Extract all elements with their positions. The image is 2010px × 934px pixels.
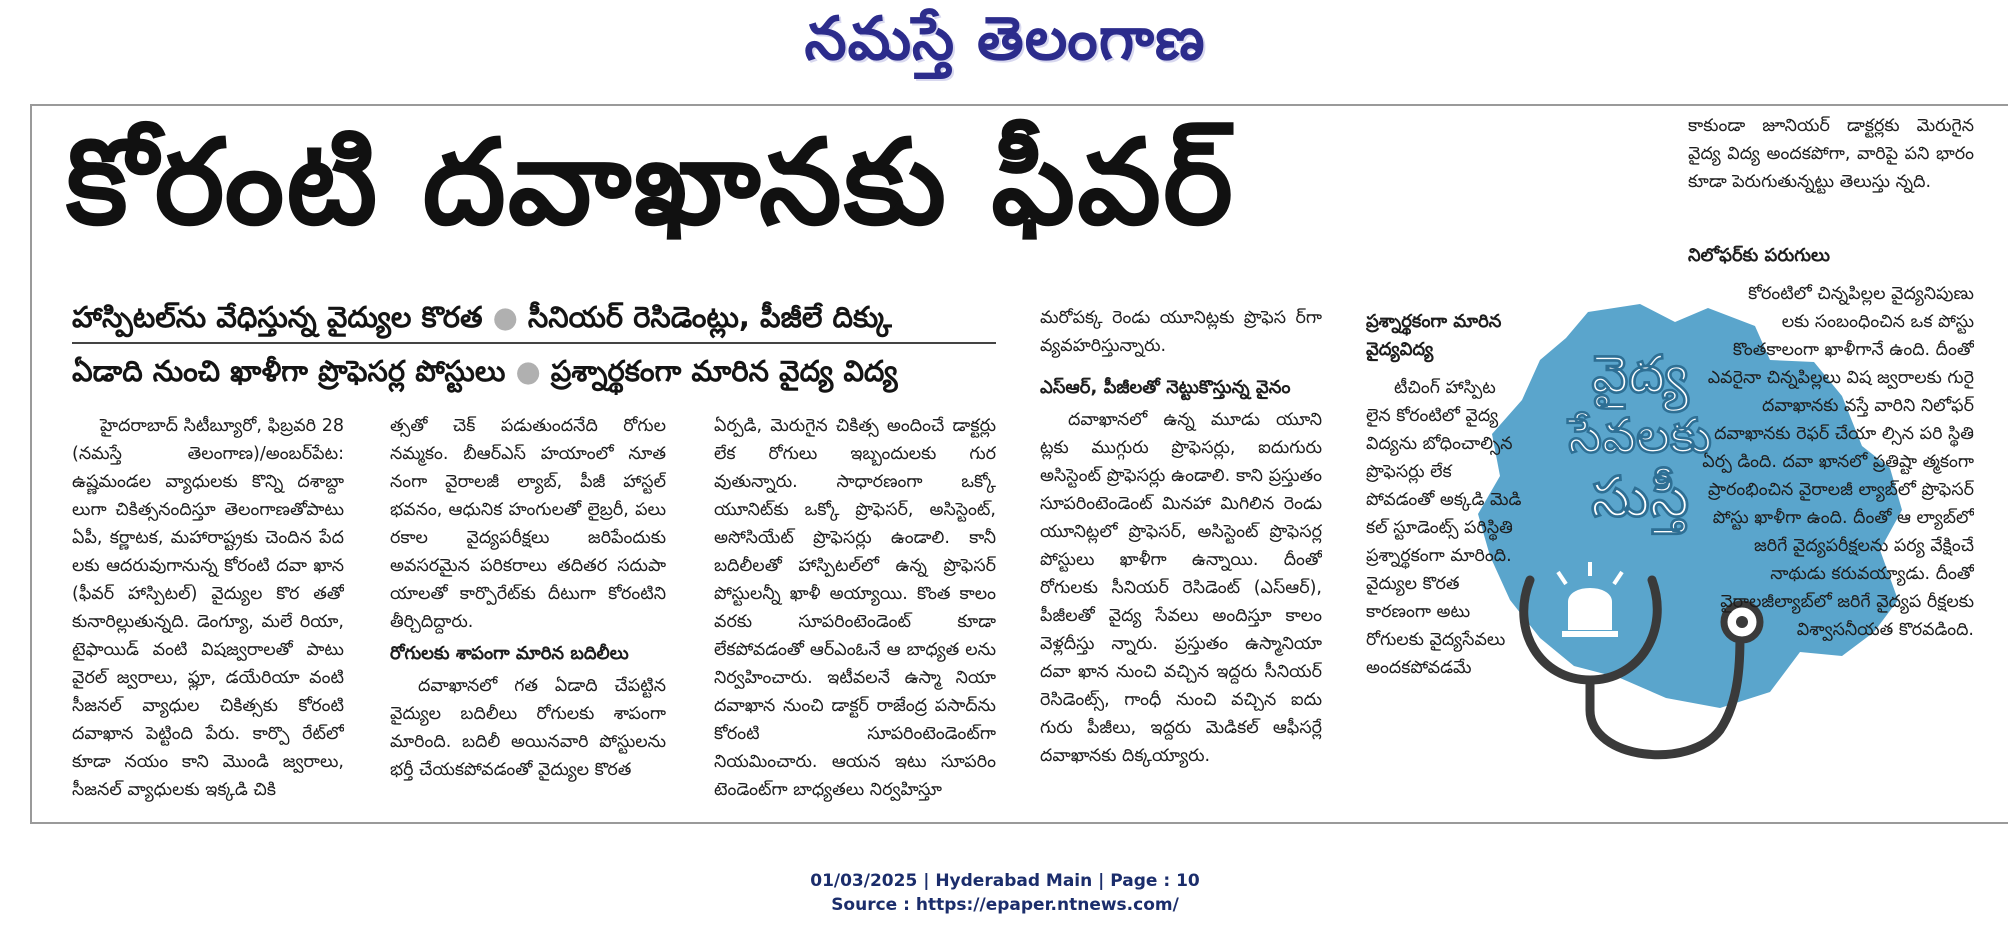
deck-line-2b: ప్రశ్నార్థకంగా మారిన వైద్య విద్య — [550, 354, 898, 388]
article-column-4 — [1040, 304, 1322, 808]
article-headline: కోరంటి దవాఖానకు ఫీవర్ — [66, 113, 1235, 251]
deck-divider — [72, 342, 996, 344]
article-column-2 — [390, 412, 666, 808]
column-3-text: ఏర్పడి, మెరుగైన చికిత్స అందించే డాక్టర్లు లేక రోగులు ఇబ్బందులకు గుర వుతున్నారు. సాధారణంగా ఒక్కో యూనిట్‌కు ఒక్కో ప్రొఫెసర్, అసిస్టెంట్, అసోసియేట్ ప్రొఫెసర్లు ఉండాలి. కానీ బదిలీలతో హాస్పిటల్‌లో ఉన్న ప్రొఫెసర్ పోస్టులన్నీ ఖాళీ అయ్యాయి. కొంత కాలం వరకు సూపరింటెండెంట్ కూడా లేకపోవడంతో ఆర్‌ఎంఓనే ఆ బాధ్యత లను నిర్వహించారు. ఇటీవలనే ఉస్మా నియా దవాఖాన నుంచి డాక్టర్ రాజేంద్ర పసాద్‌ను కోరంటి సూపరింటెండెంట్‌గా నియమించారు. ఆయన ఇటు సూపరిం టెండెంట్‌గా బాధ్యతలు నిర్వహిస్తూ — [714, 416, 996, 800]
column-4-subheading: ఎస్‌ఆర్, పీజీలతో నెట్టుకొస్తున్న వైనం — [1040, 377, 1291, 398]
column-5-text: టీచింగ్ హాస్పిట లైన కోరంటిలో వైద్య విద్యను బోధించాల్సిన ప్రొఫెసర్లు లేక పోవడంతో అక్కడి మెడి కల్ స్టూడెంట్స్ పరిస్థితి ప్రశ్నార్థకంగా మారింది. వైద్యుల కొరత కారణంగా అటు రోగులకు వైద్యసేవలు అందకపోవడమే — [1366, 378, 1522, 678]
bullet-icon: ● — [492, 300, 518, 334]
column-2-text-a: త్సతో చెక్ పడుతుందనేది రోగుల నమ్మకం. బీఆర్‌ఎస్ హయాంలో నూత నంగా వైరాలజీ ల్యాబ్, పీజీ హాస్టల్ భవనం, ఆధునిక హంగులతో లైబ్రరీ, పలు రకాల వైద్యపరీక్షలు జరిపేందుకు అవసరమైన పరికరాలు తదితర సదుపా యాలతో కార్పొరేట్‌కు దీటుగా కోరంటిని తీర్చిదిద్దారు. — [390, 416, 666, 632]
graphic-title-line-3: సుస్తీ — [1591, 465, 1689, 530]
column-4-text-b: దవాఖానలో ఉన్న మూడు యూని ట్లకు ముగ్గురు ప్రొఫెసర్లు, ఐదుగురు అసిస్టెంట్ ప్రొఫెసర్లు ఉండాలి. కాని ప్రస్తుతం సూపరింటెండెంట్ మినహా మిగిలిన రెండు యూనిట్లలో ప్రొఫెసర్, అసిస్టెంట్ ప్రొఫెసర్ల పోస్టులు ఖాళీగా ఉన్నాయి. దీంతో రోగులకు సీనియర్ రెసిడెంట్ (ఎస్‌ఆర్), పీజీలతో వైద్య సేవలు అందిస్తూ కాలం వెళ్లదీస్తు న్నారు. ప్రస్తుతం ఉస్మానియా దవా ఖాన నుంచి వచ్చిన ఇద్దరు సీనియర్ రెసిడెంట్స్, గాంధీ నుంచి వచ్చిన ఐదు గురు పీజీలు, ఇద్దరు మెడికల్ ఆఫీసర్లే దవాఖానకు దిక్కయ్యారు. — [1040, 410, 1322, 766]
column-2-subheading: రోగులకు శాపంగా మారిన బదిలీలు — [390, 643, 629, 664]
deck-line-2 — [72, 354, 898, 396]
article-column-6-heading — [1688, 238, 1974, 278]
footer-source-link[interactable]: Source : https://epaper.ntnews.com/ — [831, 895, 1179, 915]
masthead-logo: నమస్తే తెలంగాణ — [804, 4, 1206, 74]
article-column-5 — [1366, 304, 1524, 808]
column-5-subheading: ప్రశ్నార్థకంగా మారిన వైద్యవిద్య — [1366, 311, 1502, 360]
bullet-icon: ● — [515, 354, 541, 388]
graphic-title-line-2: సేవలకు — [1568, 408, 1712, 464]
article-column-3 — [714, 412, 996, 808]
deck-line-2a: ఏడాది నుంచి ఖాళీగా ప్రొఫెసర్ల పోస్టులు — [72, 354, 506, 388]
column-1-text: హైదరాబాద్ సిటీబ్యూరో, ఫిబ్రవరి 28 (నమస్తే తెలంగాణ)/అంబర్‌పేట: ఉష్ణమండల వ్యాధులకు కొన్ని దశాబ్దా లుగా చికిత్సనందిస్తూ తెలంగాణతోపాటు ఏపీ, కర్ణాటక, మహారాష్ట్రకు చెందిన పేద లకు ఆదరువుగానున్న కోరంటి దవా ఖాన (ఫీవర్ హాస్పిటల్) వైద్యుల కొర తతో కునారిల్లుతున్నది. డెంగ్యూ, మలే రియా, టైఫాయిడ్ వంటి విషజ్వరాలతో పాటు వైరల్ జ్వరాలు, ఫ్లూ, డయేరియా వంటి సీజనల్ వ్యాధుల చికిత్సకు కోరంటి దవాఖాన పెట్టింది పేరు. కార్పొ రేట్‌లో కూడా నయం కాని మొండి జ్వరాలు, సీజనల్ వ్యాధులకు ఇక్కడి చికి — [72, 416, 344, 800]
deck-line-1 — [72, 300, 892, 342]
deck-line-1a: హాస్పిటల్‌ను వేధిస్తున్న వైద్యుల కొరత — [72, 300, 483, 334]
column-6-text-b: కోరంటిలో చిన్నపిల్లల వైద్యనిపుణు లకు సంబంధించిన ఒక పోస్టు కొంతకాలంగా ఖాళీగానే ఉంది. దీంతో ఎవరైనా చిన్నపిల్లలు విష జ్వరాలకు గురై దవాఖానకు వస్తే వారిని నిలోఫర్ దవాఖానకు రెఫర్ చేయా ల్సిన పరి స్థితి ఏర్ప డింది. దవా ఖానలో ప్రతిష్టా త్మకంగా ప్రారంభించిన వైరాలజీ ల్యాబ్‌లో ప్రొఫెసర్ పోస్టు ఖాళీగా ఉంది. దీంతో ఆ ల్యాబ్‌లో జరిగే వైద్యపరీక్షలను పర్య వేక్షించే నాథుడు కరువయ్యాడు. దీంతో వైరాలజీల్యాబ్‌లో జరిగే వైద్యప రీక్షలకు విశ్వాసనీయత కొరవడింది. — [1702, 284, 1974, 640]
footer-edition-info: 01/03/2025 | Hyderabad Main | Page : 10 — [810, 871, 1200, 891]
column-6-text-a: కాకుండా జూనియర్ డాక్టర్లకు మెరుగైన వైద్య విద్య అందకపోగా, వారిపై పని భారం కూడా పెరుగుతున్నట్టు తెలుస్తు న్నది. — [1688, 116, 1974, 192]
article-column-1 — [72, 412, 344, 808]
article-column-6b — [1700, 280, 1974, 808]
graphic-title-line-1: వైద్య — [1591, 345, 1689, 405]
column-4-text-a: మరోపక్క రెండు యూనిట్లకు ప్రొఫెస ర్‌గా వ్యవహరిస్తున్నారు. — [1040, 308, 1322, 356]
column-2-text-b: దవాఖానలో గత ఏడాది చేపట్టిన వైద్యుల బదిలీలు రోగులకు శాపంగా మారింది. బదిలీ అయినవారి పోస్టులను భర్తీ చేయకపోవడంతో వైద్యుల కొరత — [390, 676, 666, 780]
column-6-subheading: నిలోఫర్‌కు పరుగులు — [1688, 245, 1830, 266]
deck-line-1b: సీనియర్ రెసిడెంట్లు, పీజీలే దిక్కు — [527, 300, 892, 334]
